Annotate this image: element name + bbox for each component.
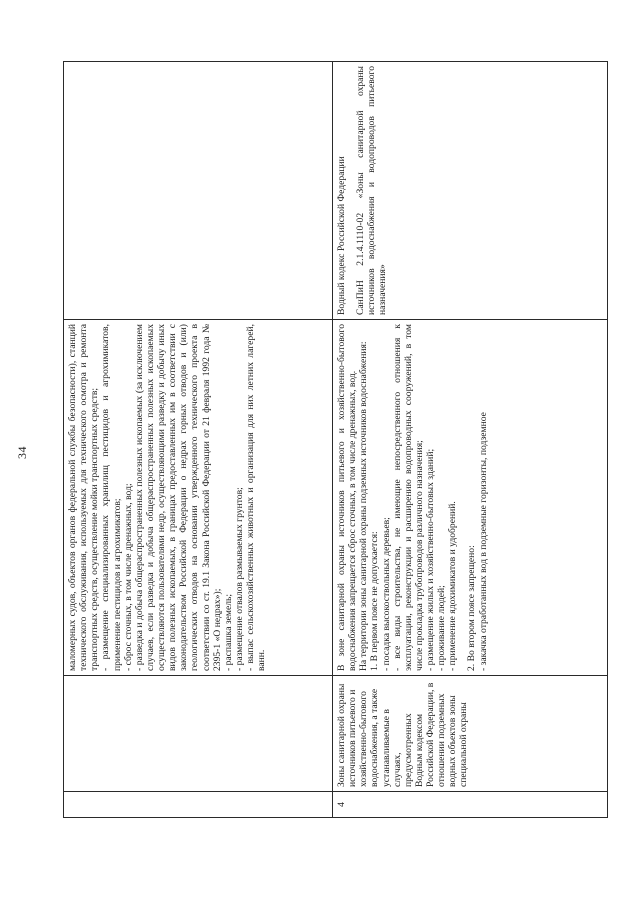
prohibition-text: - посадка высокоствольных деревьев; bbox=[380, 517, 392, 671]
prohibition-text: - закачка отработанных вод в подземные горизонты, подземное bbox=[477, 412, 489, 671]
prohibitions-cell bbox=[333, 320, 608, 676]
prohibition-text: В зоне санитарной охраны источников питьевого и хозяйственно-бытового водоснабжения запрещается сброс сточных, в том числе дренажных, вод. bbox=[336, 324, 359, 671]
prohibition-text: - размещение специализированных хранилищ пестицидов и агрохимикатов, применение пестицидов и агрохимикатов; bbox=[100, 324, 123, 671]
document-reference: СанПиН 2.1.4.1110-02 «Зоны санитарной охраны источников водоснабжения и водопроводов питьевого назначения» bbox=[355, 66, 389, 315]
paragraph-gap bbox=[458, 324, 466, 671]
table-row bbox=[64, 62, 333, 818]
prohibitions-cell bbox=[64, 320, 333, 676]
row-number-cell: 4 bbox=[333, 792, 608, 818]
landscape-table-frame bbox=[63, 62, 603, 818]
rotated-table-wrapper bbox=[63, 62, 603, 818]
prohibition-text: - распашка земель; bbox=[222, 593, 234, 671]
zones-table bbox=[63, 61, 608, 818]
zone-title-cell: Зоны санитарной охраны источников питьевого и хозяйственно-бытового водоснабжения, а также устанавливаемые в случаях, предусмотренных Водным кодексом Российской Федерации, в отношении подземных водных объектов зоны специальной охраны bbox=[333, 676, 608, 792]
document-reference: Водный кодекс Российской Федерации bbox=[336, 156, 347, 315]
prohibition-text: - проживание людей; bbox=[436, 585, 448, 671]
prohibition-text: - размещение жилых и хозяйственно-бытовых зданий; bbox=[425, 448, 436, 671]
prohibition-text: - размещение отвалов размываемых грунтов; bbox=[233, 487, 245, 671]
documents-cell bbox=[333, 62, 608, 320]
zone-title-cell bbox=[64, 676, 333, 792]
paragraph-gap bbox=[347, 66, 355, 315]
prohibition-text: - все виды строительства, не имеющие непосредственного отношения к эксплуатации, реконструкции и расширению водопроводных сооружений, в том числе прокладка трубопроводов различного назначения; bbox=[391, 324, 425, 671]
page-number: 34 bbox=[15, 446, 29, 459]
documents-cell bbox=[64, 62, 333, 320]
prohibition-text: 2. Во втором поясе запрещено: bbox=[466, 545, 478, 671]
row-number-cell bbox=[64, 792, 333, 818]
prohibition-text: - сброс сточных, в том числе дренажных, вод; bbox=[122, 483, 134, 671]
prohibition-text: На территории зоны санитарной охраны подземных источников водоснабжения: bbox=[358, 341, 370, 671]
table-row bbox=[333, 62, 608, 818]
prohibition-text: - применение ядохимикатов и удобрений. bbox=[447, 501, 459, 671]
prohibition-text: - разведка и добыча общераспространенных полезных ископаемых (за исключением случаев, если разведка и добыча общераспространенных полезных ископаемых осуществляются пользователями недр, осуществляющими разведку и добычу иных видов полезных ископаемых, в границах предоставленных им в соответствии с законодательством Российской Федерации о недрах горных отводов и (или) геологических отводов на основании утвержденного технического проекта в соответствии со ст. 19.1 Закона Российской Федерации от 21 февраля 1992 года № 2395-1 «О недрах»); bbox=[133, 324, 223, 671]
prohibition-text: - выпас сельскохозяйственных животных и организация для них летних лагерей, ванн. bbox=[245, 324, 268, 671]
prohibition-text: маломерных судов, объектов органов федеральной службы безопасности), станций технического обслуживания, используемых для технического осмотра и ремонта транспортных средств, осуществление мойки транспортных средств; bbox=[67, 324, 101, 671]
prohibition-text: 1. В первом поясе не допускается: bbox=[369, 531, 381, 671]
